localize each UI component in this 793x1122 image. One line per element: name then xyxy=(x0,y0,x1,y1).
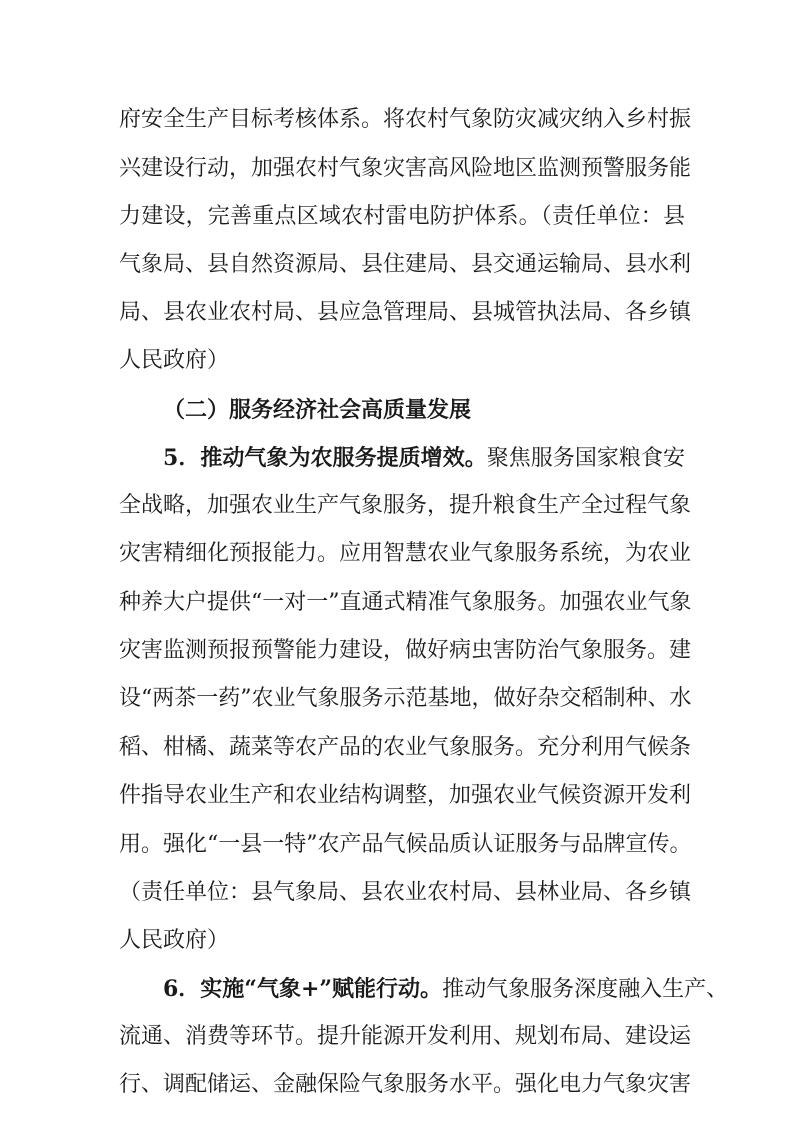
paragraph-line: 行、调配储运、金融保险气象服务水平。强化电力气象灾害 xyxy=(119,1072,692,1097)
paragraph-6-first-line-text: 推动气象服务深度融入生产、 xyxy=(442,977,729,1002)
paragraph-5-first-line xyxy=(163,441,685,475)
paragraph-line: 灾害精细化预报能力。应用智慧农业气象服务系统，为农业 xyxy=(119,541,692,566)
paragraph-line: 灾害监测预报预警能力建设，做好病虫害防治气象服务。建 xyxy=(119,638,692,663)
paragraph-line: 兴建设行动，加强农村气象灾害高风险地区监测预警服务能 xyxy=(119,156,692,181)
paragraph-line: 稻、柑橘、蔬菜等农产品的农业气象服务。充分利用气候条 xyxy=(119,735,692,760)
paragraph-line: 设“两茶一药”农业气象服务示范基地，做好杂交稻制种、水 xyxy=(119,686,692,711)
section-heading: （二）服务经济社会高质量发展 xyxy=(163,397,472,423)
paragraph-6-title: 6．实施“气象+”赋能行动。 xyxy=(163,976,443,1002)
paragraph-line: 人民政府） xyxy=(119,348,230,373)
paragraph-6-first-line xyxy=(163,972,729,1006)
paragraph-line: 力建设，完善重点区域农村雷电防护体系。（责任单位：县 xyxy=(119,204,685,229)
paragraph-line: 府安全生产目标考核体系。将农村气象防灾减灾纳入乡村振 xyxy=(119,107,692,132)
paragraph-line: 人民政府） xyxy=(119,928,230,953)
paragraph-line: 全战略，加强农业生产气象服务，提升粮食生产全过程气象 xyxy=(119,493,692,518)
paragraph-5-first-line-text: 聚焦服务国家粮食安 xyxy=(486,446,685,471)
paragraph-line: 局、县农业农村局、县应急管理局、县城管执法局、各乡镇 xyxy=(119,300,692,325)
paragraph-line: 种养大户提供“一对一”直通式精准气象服务。加强农业气象 xyxy=(119,590,692,615)
paragraph-line: 流通、消费等环节。提升能源开发利用、规划布局、建设运 xyxy=(119,1024,692,1049)
paragraph-5-title: 5．推动气象为农服务提质增效。 xyxy=(163,445,487,471)
paragraph-line: 气象局、县自然资源局、县住建局、县交通运输局、县水利 xyxy=(119,252,692,277)
paragraph-line: 件指导农业生产和农业结构调整，加强农业气候资源开发利 xyxy=(119,783,692,808)
paragraph-line: （责任单位：县气象局、县农业农村局、县林业局、各乡镇 xyxy=(119,880,692,905)
paragraph-line: 用。强化“一县一特”农产品气候品质认证服务与品牌宣传。 xyxy=(119,832,692,857)
